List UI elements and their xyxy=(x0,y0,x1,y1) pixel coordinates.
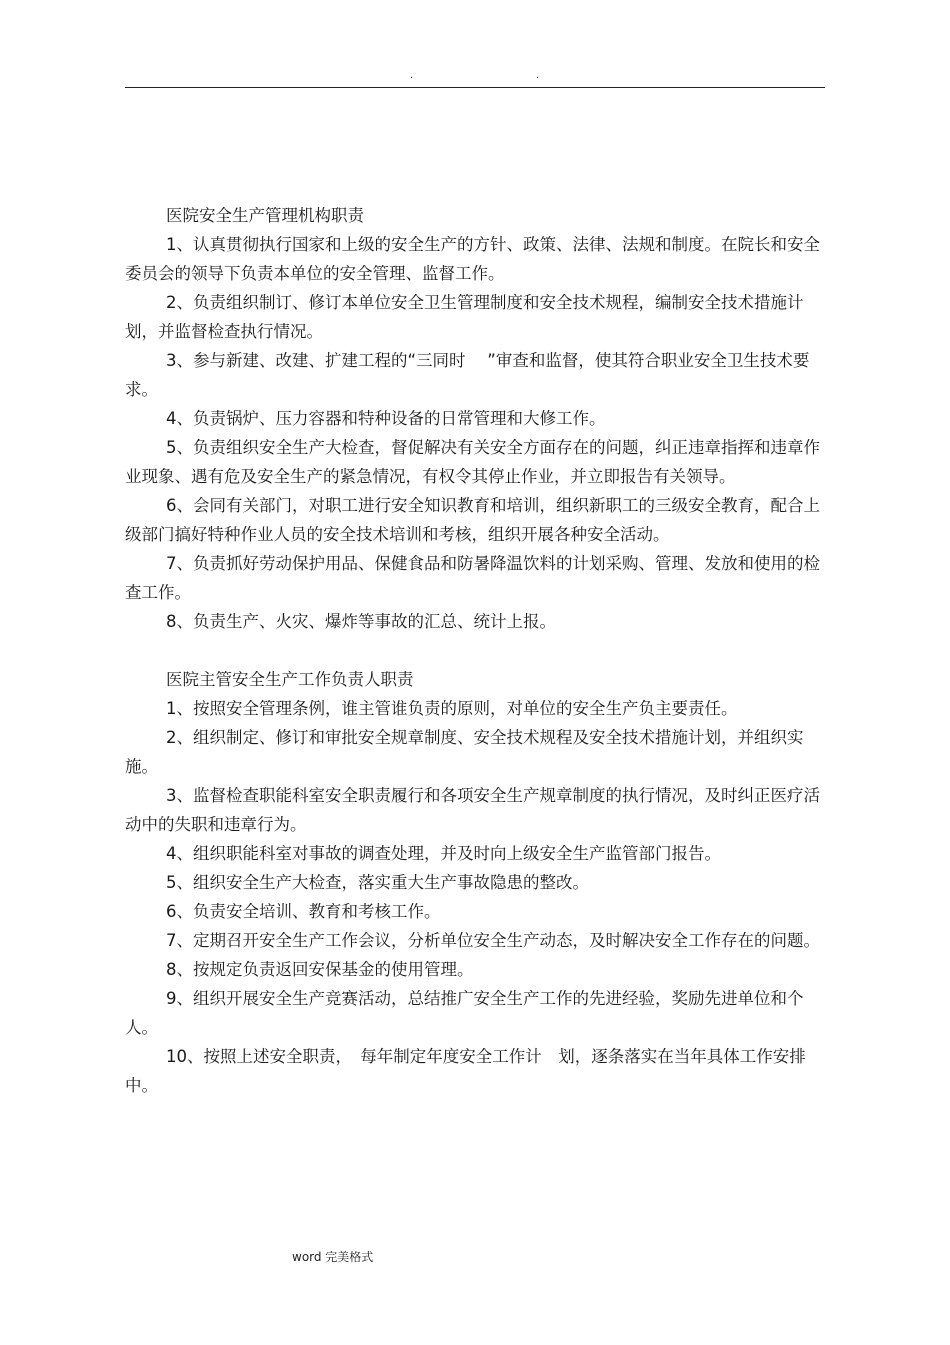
org-item-6: 6、会同有关部门，对职工进行安全知识教育和培训，组织新职工的三级安全教育，配合上级部门搞好特种作业人员的安全技术培训和考核，组织开展各种安全活动。 xyxy=(125,496,820,544)
org-item-8: 8、负责生产、火灾、爆炸等事故的汇总、统计上报。 xyxy=(166,612,556,631)
org-item-5: 5、负责组织安全生产大检查，督促解决有关安全方面存在的问题，纠正违章指挥和违章作业现象、遇有危及安全生产的紧急情况，有权令其停止作业，并立即报告有关领导。 xyxy=(125,438,820,486)
org-item-2: 2、负责组织制订、修订本单位安全卫生管理制度和安全技术规程，编制安全技术措施计划，并监督检查执行情况。 xyxy=(125,293,804,341)
document-body xyxy=(125,201,825,1100)
header-rule xyxy=(125,87,825,88)
section-title-org: 医院安全生产管理机构职责 xyxy=(166,206,364,225)
leader-item-10: 10、按照上述安全职责， 每年制定年度安全工作计 划，逐条落实在当年具体工作安排中。 xyxy=(125,1047,806,1095)
leader-item-9: 9、组织开展安全生产竞赛活动，总结推广安全生产工作的先进经验，奖励先进单位和个人。 xyxy=(125,989,804,1037)
section-title-leader: 医院主管安全生产工作负责人职责 xyxy=(166,670,414,689)
leader-item-5: 5、组织安全生产大检查，落实重大生产事故隐患的整改。 xyxy=(166,873,589,892)
leader-item-6: 6、负责安全培训、教育和考核工作。 xyxy=(166,902,441,921)
org-item-3: 3、参与新建、改建、扩建工程的“三同时 ”审查和监督，使其符合职业安全卫生技术要求。 xyxy=(125,351,810,399)
org-item-4: 4、负责锅炉、压力容器和特种设备的日常管理和大修工作。 xyxy=(166,409,606,428)
header-dot-left: . xyxy=(410,70,414,81)
leader-item-1: 1、按照安全管理条例，谁主管谁负责的原则，对单位的安全生产负主要责任。 xyxy=(166,699,738,718)
org-item-7: 7、负责抓好劳动保护用品、保健食品和防暑降温饮料的计划采购、管理、发放和使用的检查工作。 xyxy=(125,554,820,602)
org-item-1: 1、认真贯彻执行国家和上级的安全生产的方针、政策、法律、法规和制度。在院长和安全委员会的领导下负责本单位的安全管理、监督工作。 xyxy=(125,235,820,283)
header-dot-right: . xyxy=(536,70,540,81)
page-footer: word 完美格式 xyxy=(292,1250,374,1264)
leader-item-4: 4、组织职能科室对事故的调查处理，并及时向上级安全生产监管部门报告。 xyxy=(166,844,721,863)
leader-item-2: 2、组织制定、修订和审批安全规章制度、安全技术规程及安全技术措施计划，并组织实施。 xyxy=(125,728,804,776)
leader-item-3: 3、监督检查职能科室安全职责履行和各项安全生产规章制度的执行情况，及时纠正医疗活动中的失职和违章行为。 xyxy=(125,786,820,834)
leader-item-8: 8、按规定负责返回安保基金的使用管理。 xyxy=(166,960,474,979)
leader-item-7: 7、定期召开安全生产工作会议，分析单位安全生产动态，及时解决安全工作存在的问题。 xyxy=(166,931,820,950)
section-spacer xyxy=(125,636,825,665)
